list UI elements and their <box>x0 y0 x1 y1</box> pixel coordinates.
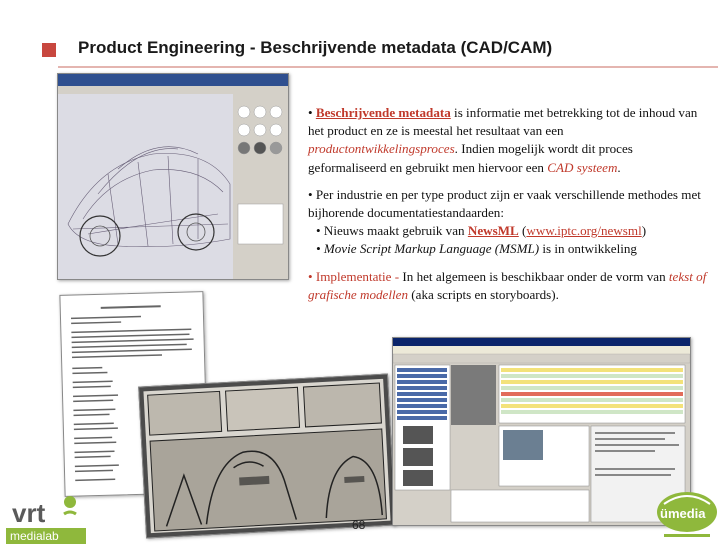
slide-body <box>308 104 713 313</box>
svg-text:ümedia: ümedia <box>660 506 706 521</box>
text: is in ontwikkeling <box>539 241 637 257</box>
paragraph-implementation <box>308 268 713 304</box>
newsml-link[interactable]: www.iptc.org/newsml <box>526 223 642 239</box>
text: ) <box>641 223 647 239</box>
sub-bullet-msml <box>308 241 637 256</box>
text: ( <box>518 223 527 239</box>
label-implementatie: • Implementatie - <box>308 268 403 284</box>
text: • Nieuws maakt gebruik van <box>316 223 468 239</box>
bullet: • <box>308 105 316 120</box>
media-logo <box>650 488 724 544</box>
text: . <box>617 159 621 175</box>
storyboard-image <box>138 374 396 539</box>
term-beschrijvende-metadata: Beschrijvende metadata <box>315 105 451 120</box>
slide-title: Product Engineering - Beschrijvende metadata (CAD/CAM) <box>78 38 553 57</box>
cad-screenshot-image <box>57 73 289 280</box>
svg-text:vrt: vrt <box>12 498 46 528</box>
term-msml: • Movie Script Markup Language (MSML) <box>316 241 540 257</box>
text: is informatie met betrekking tot de inhoud van het product en ze is meestal het resultaat van een <box>308 105 698 139</box>
paragraph-industry-methods <box>308 186 713 259</box>
vrt-medialab-logo <box>6 492 86 544</box>
term-cad-systeem: CAD systeem <box>547 159 618 175</box>
text: . Indien mogelijk wordt dit proces geformaliseerd en gebruikt men hiervoor een <box>308 141 633 175</box>
term-tekst-grafische-modellen: tekst of grafische modellen <box>308 268 707 302</box>
paragraph-descriptive-metadata <box>308 104 713 177</box>
page-number: 68 <box>352 518 366 532</box>
text: • Per industrie en per type product zijn er vaak verschillende methodes met bijhorende documentatiestandaarden: <box>308 186 701 221</box>
title-divider <box>58 66 718 68</box>
text: (aka scripts en storyboards). <box>408 286 559 302</box>
svg-text:medialab: medialab <box>10 529 59 543</box>
term-newsml: NewsML <box>467 223 519 239</box>
term-productontwikkelingsproces: productontwikkelingsproces <box>308 141 455 157</box>
metadata-software-screenshot <box>392 337 691 526</box>
title-marker <box>42 43 56 57</box>
text: In het algemeen is beschikbaar onder de vorm van <box>402 268 669 284</box>
sub-bullet-newsml <box>308 223 646 238</box>
